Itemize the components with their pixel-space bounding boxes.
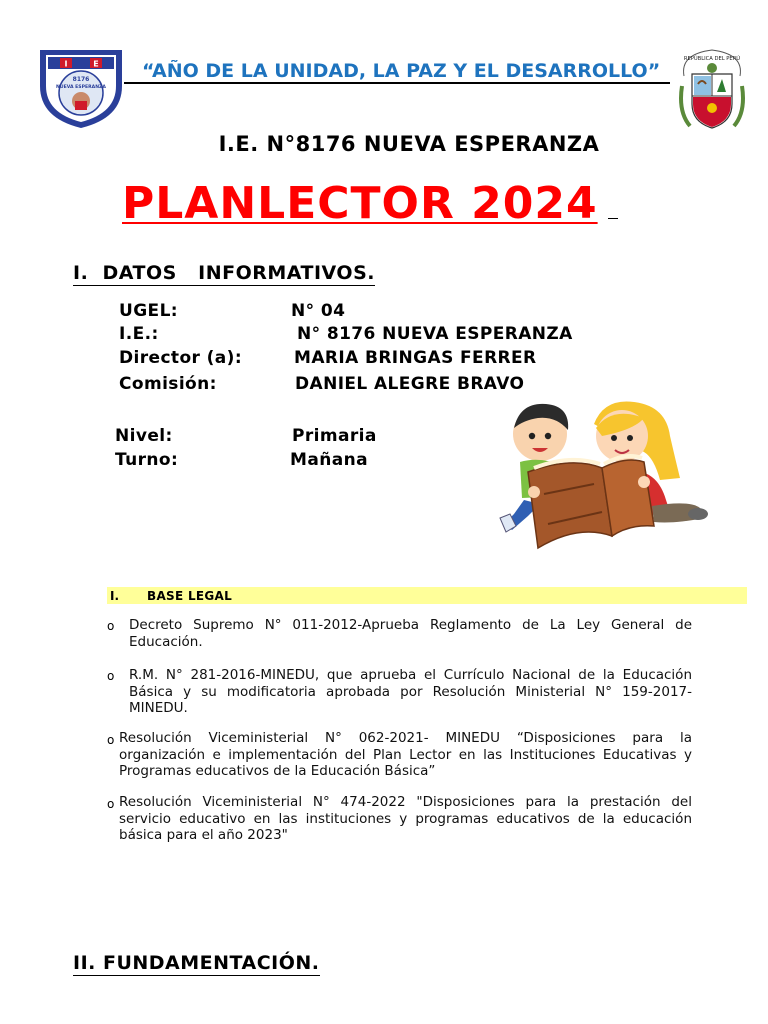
bullet-marker: o — [107, 669, 115, 683]
section-heading-datos-informativos: I. DATOS INFORMATIVOS. — [73, 262, 375, 284]
field-label-ie: I.E.: — [119, 324, 159, 344]
logo-letter-i: I — [64, 59, 68, 69]
plan-title: PLANLECTOR 2024 — [122, 178, 598, 229]
logo-letter-e: E — [93, 59, 99, 69]
field-label-comision: Comisión: — [119, 374, 217, 394]
legal-item: Decreto Supremo N° 011-2012-Aprueba Reglamento de La Ley General de Educación. — [129, 617, 692, 650]
field-value-ie: N° 8176 NUEVA ESPERANZA — [297, 324, 573, 344]
base-legal-number: I. — [110, 589, 120, 603]
field-value-director: MARIA BRINGAS FERRER — [294, 348, 537, 368]
field-value-ugel: N° 04 — [291, 301, 346, 321]
base-legal-title: BASE LEGAL — [147, 589, 233, 603]
school-logo — [36, 46, 126, 130]
field-value-comision: DANIEL ALEGRE BRAVO — [295, 374, 525, 394]
logo-number: 8176 — [72, 76, 90, 83]
year-motto: “AÑO DE LA UNIDAD, LA PAZ Y EL DESARROLLO” — [124, 60, 670, 84]
field-value-turno: Mañana — [290, 450, 368, 470]
legal-item: R.M. N° 281-2016-MINEDU, que aprueba el Currículo Nacional de la Educación Básica y su modificatoria aprobada por Resolución Ministerial N° 159-2017-MINEDU. — [129, 667, 692, 716]
peru-coat-of-arms — [676, 46, 748, 134]
field-label-director: Director (a): — [119, 348, 243, 368]
field-label-ugel: UGEL: — [119, 301, 179, 321]
legal-item: Resolución Viceministerial N° 474-2022 "Disposiciones para la prestación del servicio educativo en las instituciones y programas educativos de la educación básica para el año 2023" — [119, 794, 692, 843]
bullet-marker: o — [107, 797, 115, 811]
legal-item: Resolución Viceministerial N° 062-2021- MINEDU “Disposiciones para la organización e implementación del Plan Lector en las Instituciones Educativas y Programas educativos de la Educación Básica” — [119, 730, 692, 779]
field-label-nivel: Nivel: — [115, 426, 173, 446]
children-reading-illustration — [494, 396, 714, 558]
bullet-marker: o — [107, 619, 115, 633]
seal-caption: REPÚBLICA DEL PERÚ — [683, 56, 741, 62]
field-label-turno: Turno: — [115, 450, 179, 470]
bullet-marker: o — [107, 733, 115, 747]
title-underline-tail — [608, 218, 618, 219]
logo-name: NUEVA ESPERANZA — [56, 85, 106, 90]
field-value-nivel: Primaria — [292, 426, 377, 446]
section-heading-fundamentacion: II. FUNDAMENTACIÓN. — [73, 952, 320, 974]
school-name: I.E. N°8176 NUEVA ESPERANZA — [218, 132, 600, 156]
